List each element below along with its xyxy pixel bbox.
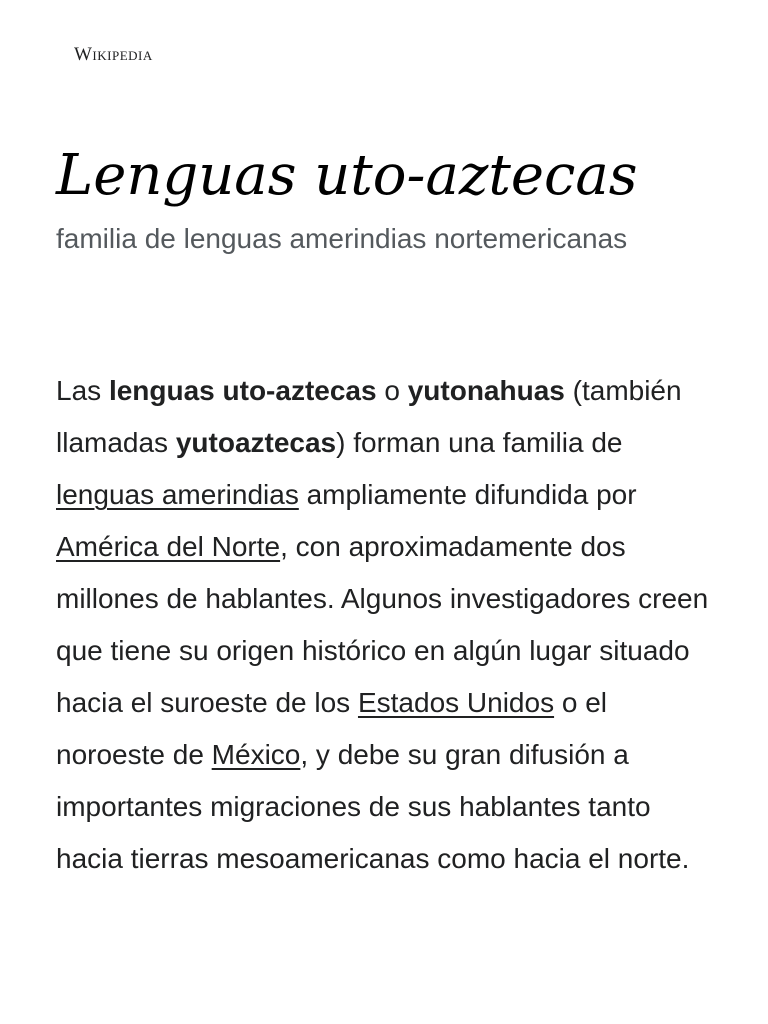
intro-text: o el noroeste de (56, 687, 608, 770)
link-america-del-norte[interactable]: América del Norte (56, 531, 281, 562)
intro-text: Las (56, 375, 109, 406)
term-yutoaztecas: yutoaztecas (175, 427, 337, 458)
term-yutonahuas: yutonahuas (407, 375, 565, 406)
link-lenguas-amerindias[interactable]: lenguas amerindias (56, 479, 299, 510)
page-description: familia de lenguas amerindias nortemericanas (56, 223, 628, 254)
intro-text: , y debe su gran difusión a importantes migraciones de sus hablantes tanto hacia tierras mesoamericanas como hacia el norte. (56, 739, 690, 874)
term-lenguas-uto-aztecas: lenguas uto-aztecas (108, 375, 377, 406)
article-intro-paragraph (56, 365, 721, 885)
wikipedia-wordmark[interactable]: Wikipedia (74, 44, 153, 65)
intro-text: , con aproximadamente dos millones de hablantes. Algunos investigadores creen que tiene su origen histórico en algún lugar situado hacia el suroeste de los (56, 531, 709, 718)
link-mexico[interactable]: México (211, 739, 301, 770)
intro-text: ampliamente difundida por (298, 479, 637, 510)
page-title: Lenguas uto-aztecas (56, 143, 638, 208)
link-estados-unidos[interactable]: Estados Unidos (357, 687, 555, 718)
intro-text: ) forman una familia de (336, 427, 623, 458)
intro-text: o (376, 375, 408, 406)
intro-text: (también llamadas (56, 375, 682, 458)
